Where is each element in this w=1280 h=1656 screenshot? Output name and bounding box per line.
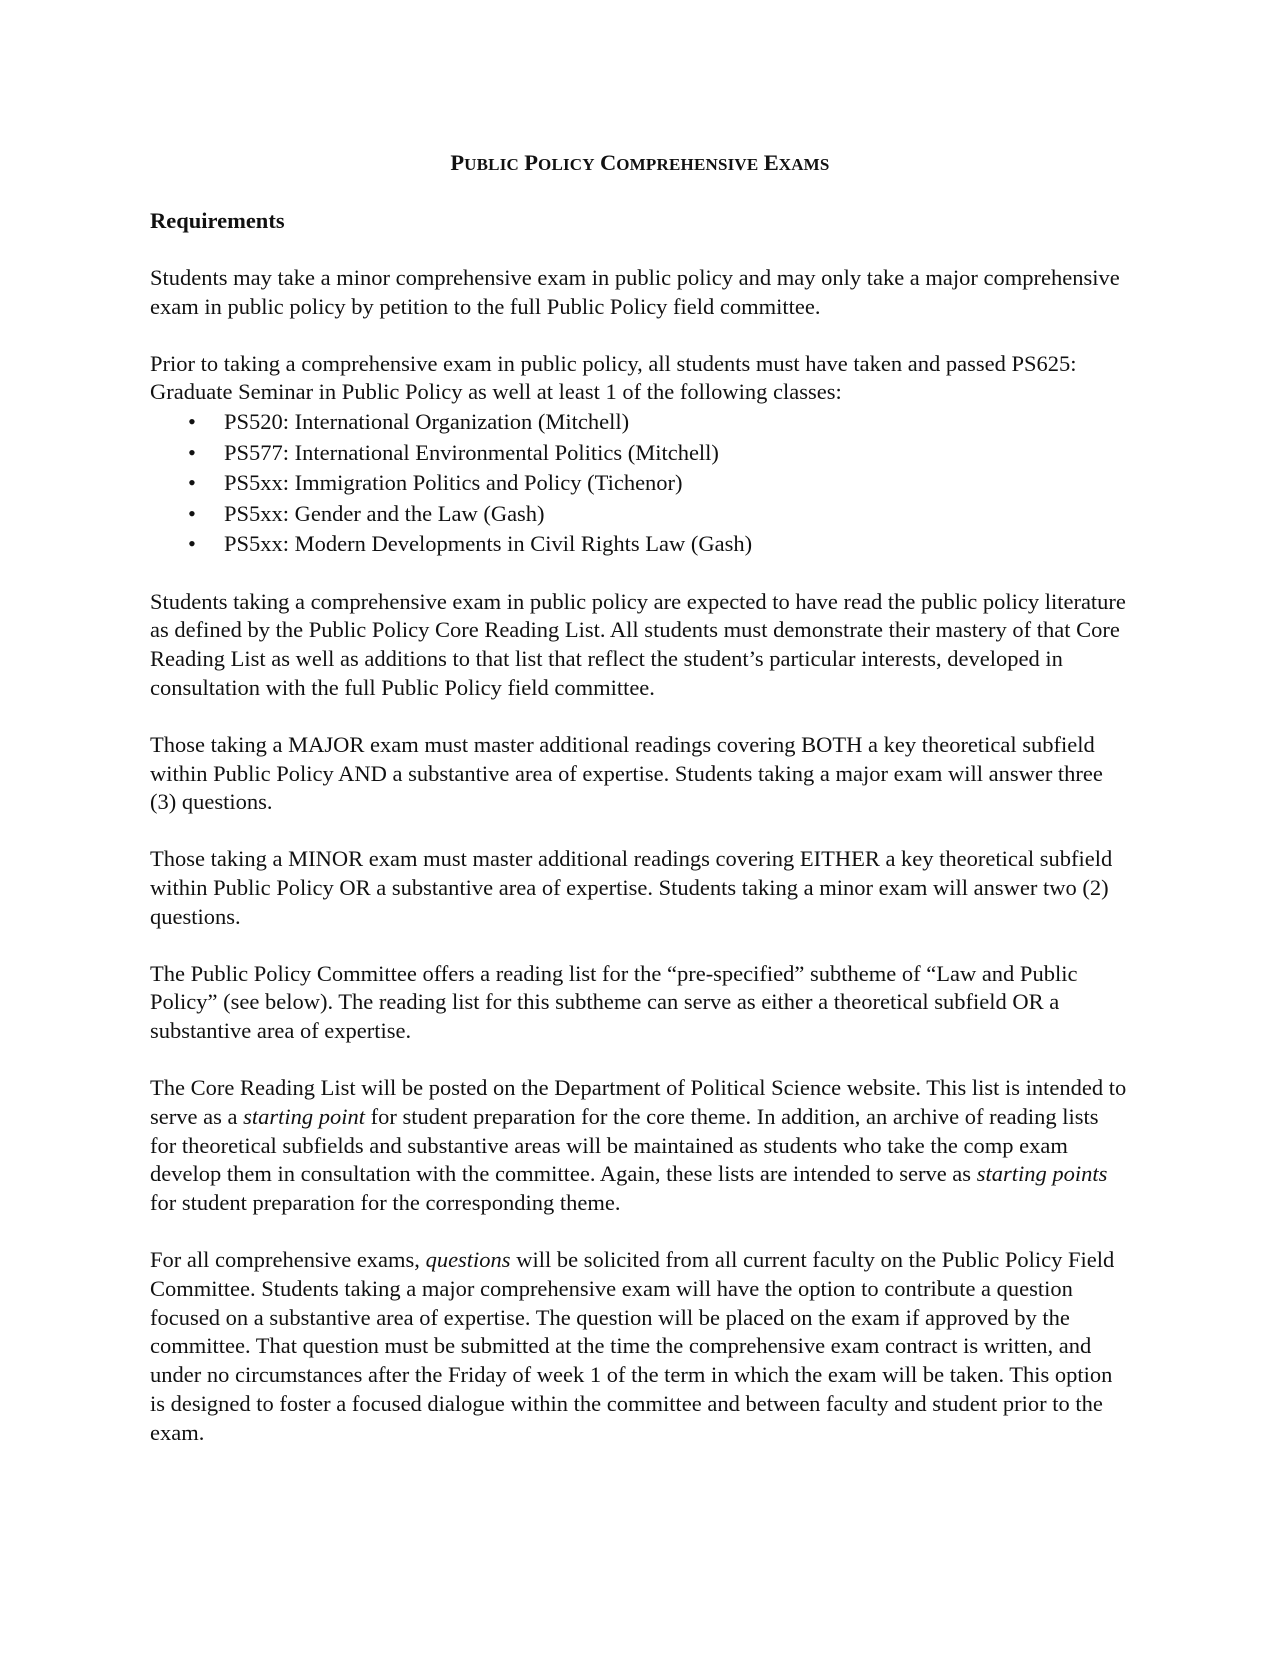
- course-list-item: [188, 407, 1130, 438]
- text-run: The Core Reading List will be posted on the Department of Political Science website. This list is intended to serve as a: [150, 1075, 1127, 1129]
- section-heading-requirements: Requirements: [150, 208, 285, 233]
- paragraph-exam-questions: [150, 1246, 1130, 1448]
- title-word-3-rest: OMPREHENSIVE: [616, 155, 759, 174]
- bullet-icon: •: [188, 531, 196, 557]
- title-word-4-rest: XAMS: [778, 155, 830, 174]
- bullet-icon: •: [188, 409, 196, 435]
- course-list-item: [188, 529, 1130, 560]
- course-list-item: [188, 499, 1130, 530]
- course-label: PS5xx: Gender and the Law (Gash): [224, 500, 545, 526]
- title-word-4-cap: E: [763, 150, 779, 175]
- title-word-3-cap: C: [600, 150, 617, 175]
- course-label: PS5xx: Immigration Politics and Policy (Tichenor): [224, 470, 683, 496]
- paragraph-major-exam: Those taking a MAJOR exam must master additional readings covering BOTH a key theoretical subfield within Public Policy AND a substantive area of expertise. Students taking a major exam will answer three (3) questions.: [150, 731, 1103, 815]
- paragraph-prerequisites: Prior to taking a comprehensive exam in public policy, all students must have taken and passed PS625: Graduate Seminar in Public Policy as well at least 1 of the following classes:: [150, 350, 1077, 405]
- course-label: PS5xx: Modern Developments in Civil Rights Law (Gash): [224, 531, 753, 557]
- bullet-icon: •: [188, 439, 196, 465]
- text-run: For all comprehensive exams,: [150, 1247, 426, 1273]
- title-word-1-rest: UBLIC: [464, 155, 520, 174]
- text-run: for student preparation for the core theme. In addition, an archive of reading lists for theoretical subfields and substantive areas will be maintained as students who take the comp exam develop them in consultation with the committee. Again, these lists are intended to serve as: [150, 1103, 1099, 1187]
- bullet-icon: •: [188, 500, 196, 526]
- paragraph-reading-list-archive: [150, 1074, 1130, 1218]
- document-page: [150, 148, 1130, 1448]
- paragraph-law-and-public-policy: The Public Policy Committee offers a reading list for the “pre-specified” subtheme of “Law and Public Policy” (see below). The reading list for this subtheme can serve as either a theoretical subfield OR a substantive area of expertise.: [150, 960, 1078, 1044]
- course-list: [150, 407, 1130, 560]
- title-word-1-cap: P: [450, 150, 465, 175]
- title-word-2-cap: P: [524, 150, 539, 175]
- text-run: for student preparation for the corresponding theme.: [150, 1190, 621, 1216]
- text-run: will be solicited from all current faculty on the Public Policy Field Committee. Students taking a major comprehensive exam will have the option to contribute a question focused on a substantive area of expertise. The question will be placed on the exam if approved by the committee. That question must be submitted at the time the comprehensive exam contract is written, and under no circumstances after the Friday of week 1 of the term in which the exam will be taken. This option is designed to foster a focused dialogue within the committee and between faculty and student prior to the exam.: [150, 1247, 1115, 1445]
- emphasis-text: starting point: [243, 1103, 365, 1129]
- paragraph-core-reading-list: Students taking a comprehensive exam in public policy are expected to have read the public policy literature as defined by the Public Policy Core Reading List. All students must demonstrate their mastery of that Core Reading List as well as additions to that list that reflect the student’s particular interests, developed in consultation with the full Public Policy field committee.: [150, 588, 1126, 701]
- emphasis-text: starting points: [976, 1161, 1108, 1187]
- course-list-item: [188, 468, 1130, 499]
- title-word-2-rest: OLICY: [538, 155, 595, 174]
- document-title: [150, 148, 1130, 180]
- course-list-item: [188, 438, 1130, 469]
- course-label: PS520: International Organization (Mitchell): [224, 409, 630, 435]
- paragraph-minor-exam: Those taking a MINOR exam must master additional readings covering EITHER a key theoretical subfield within Public Policy OR a substantive area of expertise. Students taking a minor exam will answer two (2) questions.: [150, 846, 1113, 929]
- course-label: PS577: International Environmental Politics (Mitchell): [224, 439, 719, 465]
- emphasis-text: questions: [425, 1247, 511, 1273]
- paragraph-minor-major-eligibility: Students may take a minor comprehensive exam in public policy and may only take a major comprehensive exam in public policy by petition to the full Public Policy field committee.: [150, 265, 1120, 319]
- bullet-icon: •: [188, 470, 196, 496]
